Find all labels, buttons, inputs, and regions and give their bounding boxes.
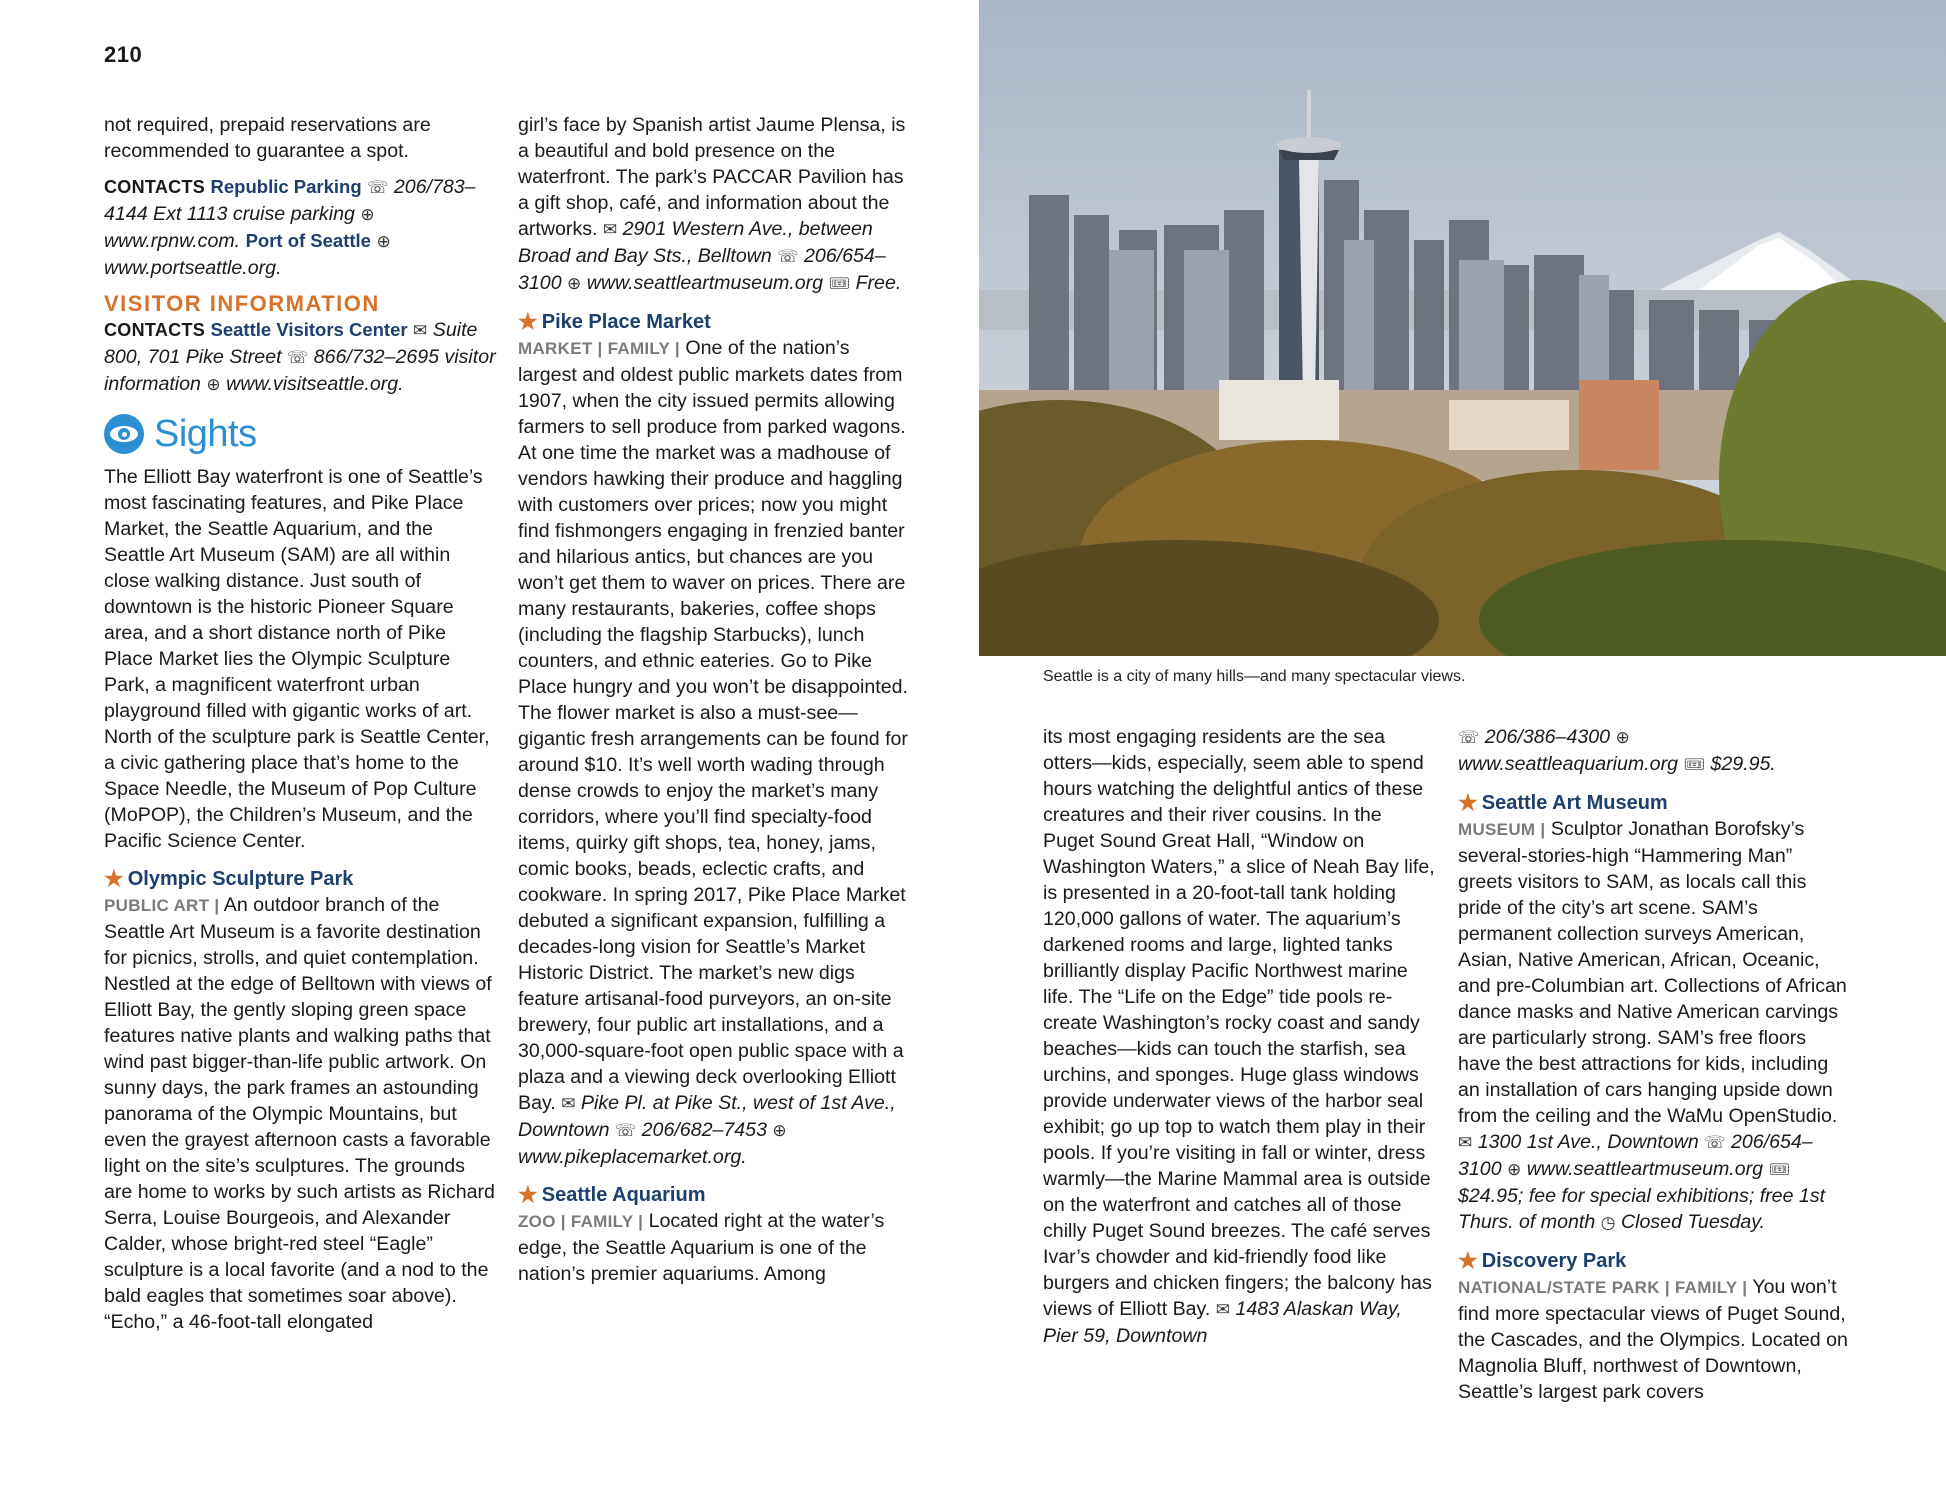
aq-phone: 206/386–4300: [1484, 726, 1611, 748]
olympic-sculpture-park-body: PUBLIC ART | An outdoor branch of the Seattle Art Museum is a favorite destination for picnics, strolls, and quiet contemplation. Nestled at the edge of Belltown with views of Elliott Bay, the gently sloping green space features native plants and walking paths that wind past bigger-than-life public artwork. On sunny days, the park frames an astounding panorama of the Olympic Mountains, but even the grayest afternoon casts a favorable light on the site’s sculptures. The grounds are home to works by such artists as Richard Serra, Louise Bourgeois, and Alexander Calder, whose bright-red steel “Eagle” sculpture is a local favorite (and a nod to the bald eagles that sometimes soar above). “Echo,” a 46-foot-tall elongated: [104, 894, 495, 1333]
category-label: PUBLIC ART |: [104, 896, 220, 915]
discovery-park-body: NATIONAL/STATE PARK | FAMILY | You won’t find more spectacular views of Puget Sound, the Cascades, and the Olympics. Located on Magnolia Bluff, northwest of Downtown, Seattle’s largest park covers: [1458, 1276, 1848, 1403]
star-icon: ★: [1458, 1248, 1478, 1273]
web-icon: ⊕: [206, 375, 221, 394]
osp-address: 2901 Western Ave., between Broad and Bay Sts., Belltown: [518, 218, 873, 267]
ppm-web[interactable]: www.pikeplacemarket.org.: [518, 1146, 747, 1168]
olympic-sculpture-park-continued: girl’s face by Spanish artist Jaume Plensa, is a beautiful and bold presence on the waterfront. The park’s PACCAR Pavilion has a gift shop, café, and information about the artworks. ✉ 2901 Western Ave., between Broad and Bay Sts., Belltown ☏ 206/654–3100 ⊕ www.seattleartmuseum.org 🎟 Free.: [518, 114, 906, 294]
osp-web[interactable]: www.seattleartmuseum.org: [586, 272, 824, 294]
star-icon: ★: [518, 1182, 538, 1207]
mail-icon: ✉: [602, 220, 618, 239]
eye-icon: [104, 414, 144, 454]
phone-icon: ☏: [367, 178, 389, 197]
olympic-sculpture-park-title: ★ Olympic Sculpture Park: [104, 866, 354, 891]
visitors-phone: 866/732–2695 visitor information: [104, 346, 496, 395]
column-2: [518, 112, 910, 1287]
mail-icon: ✉: [413, 321, 428, 340]
republic-web[interactable]: www.rpnw.com.: [104, 230, 241, 252]
aq-web[interactable]: www.seattleaquarium.org: [1458, 753, 1678, 775]
contacts-label: CONTACTS: [104, 177, 206, 197]
mail-icon: ✉: [561, 1094, 576, 1113]
seattle-art-museum-body: MUSEUM | Sculptor Jonathan Borofsky’s several-stories-high “Hammering Man” greets visitors to SAM, as locals call this pride of the city’s art scene. SAM’s permanent collection surveys American, Asian, Native American, African, Oceanic, and pre-Columbian art. Collections of African dance masks and Native American carvings are particularly strong. SAM’s free floors have the best attractions for kids, including an installation of cars hanging upside down from the ceiling and the WaMu OpenStudio. ✉ 1300 1st Ave., Downtown ☏ 206/654–3100 ⊕ www.seattleartmuseum.org 🎟 $24.95; fee for special exhibitions; free 1st Thurs. of month ◷ Closed Tuesday.: [1458, 818, 1847, 1233]
port-web[interactable]: www.portseattle.org.: [104, 257, 282, 279]
phone-icon: ☏: [1704, 1133, 1726, 1152]
category-label: MARKET | FAMILY |: [518, 339, 680, 358]
column-3: [1043, 724, 1435, 1349]
contacts-label: CONTACTS: [104, 320, 206, 340]
intro-text: not required, prepaid reservations are recommended to guarantee a spot.: [104, 114, 431, 162]
web-icon: ⊕: [567, 274, 582, 293]
sam-price: $24.95; fee for special exhibitions; free 1st Thurs. of month: [1458, 1185, 1826, 1233]
star-icon: ★: [518, 309, 538, 334]
visitors-address: Suite 800, 701 Pike Street: [104, 319, 478, 368]
seattle-skyline-photo: [979, 0, 1946, 656]
page-number: 210: [104, 42, 143, 67]
photo-caption: Seattle is a city of many hills—and many spectacular views.: [1043, 668, 1466, 685]
pike-place-market-title: ★ Pike Place Market: [518, 309, 711, 334]
web-icon: ⊕: [376, 232, 391, 251]
web-icon: ⊕: [1507, 1160, 1522, 1179]
port-of-seattle-name: Port of Seattle: [245, 230, 371, 251]
sights-heading: [104, 414, 496, 454]
ticket-icon: 🎟: [828, 274, 851, 293]
clock-icon: ◷: [1600, 1213, 1616, 1232]
star-icon: ★: [104, 866, 124, 891]
contacts-visitors: [104, 317, 496, 398]
mail-icon: ✉: [1215, 1300, 1231, 1319]
discovery-park-title: ★ Discovery Park: [1458, 1248, 1627, 1273]
pike-place-market-body: MARKET | FAMILY | One of the nation’s largest and oldest public markets dates from 1907, when the city issued permits allowing farmers to sell produce from parked wagons. At one time the market was a madhouse of vendors hawking their produce and haggling with customers over prices; now you might find fishmongers engaging in frenzied banter and hilarious antics, but chances are you won’t get them to waver on prices. There are many restaurants, bakeries, coffee shops (including the flagship Starbucks), lunch counters, and ethnic eateries. Go to Pike Place hungry and you won’t be disappointed. The flower market is also a must-see—gigantic fresh arrangements can be found for around $10. It’s well worth wading through dense crowds to enjoy the market’s many corridors, where you’ll find specialty-food items, quirky gift shops, tea, honey, jams, comic books, beads, eclectic crafts, and cookware. In spring 2017, Pike Place Market debuted a significant expansion, fulfilling a decades-long vision for Seattle’s Market Historic District. The market’s new digs feature artisanal-food purveyors, an on-site brewery, four public art installations, and a 30,000-square-foot open public space with a plaza and a viewing deck overlooking Elliott Bay. ✉ Pike Pl. at Pike St., west of 1st Ave., Downtown ☏ 206/682–7453 ⊕ www.pikeplacemarket.org.: [518, 337, 908, 1168]
seattle-aquarium-body: ZOO | FAMILY | Located right at the water’s edge, the Seattle Aquarium is one of the nation’s premier aquariums. Among: [518, 1210, 885, 1285]
sam-address: 1300 1st Ave., Downtown: [1477, 1131, 1699, 1153]
ticket-icon: 🎟: [1683, 755, 1706, 774]
web-icon: ⊕: [360, 205, 375, 224]
phone-icon: ☏: [614, 1121, 637, 1140]
osp-phone: 206/654–3100: [518, 245, 886, 294]
mail-icon: ✉: [1458, 1133, 1473, 1152]
visitors-center-name: Seattle Visitors Center: [210, 319, 408, 340]
aq-address: 1483 Alaskan Way, Pier 59, Downtown: [1043, 1298, 1402, 1347]
phone-icon: ☏: [1458, 728, 1480, 747]
republic-parking-name: Republic Parking: [210, 176, 362, 197]
aq-price: $29.95.: [1710, 753, 1776, 775]
category-label: ZOO | FAMILY |: [518, 1212, 644, 1231]
column-4: [1458, 724, 1850, 1405]
ticket-icon: 🎟: [1768, 1160, 1791, 1179]
seattle-aquarium-continued: its most engaging residents are the sea otters—kids, especially, seem able to spend hours watching the delightful antics of these creatures and their river cousins. In the Puget Sound Great Hall, “Window on Washington Waters,” a slice of Neah Bay life, is presented in a 20-foot-tall tank holding 120,000 gallons of water. The aquarium’s darkened rooms and large, lighted tanks brilliantly display Pacific Northwest marine life. The “Life on the Edge” tide pools re-create Washington’s rocky coast and sandy beaches—kids can touch the starfish, sea urchins, and sponges. Huge glass windows provide underwater views of the harbor seal exhibit; go up top to watch them play in their pools. If you’re visiting in fall or winter, dress warmly—the Marine Mammal area is outside on the waterfront and catches all of those chilly Puget Sound breezes. The café serves Ivar’s chowder and kid-friendly food like burgers and chicken fingers; the balcony has views of Elliott Bay. ✉ 1483 Alaskan Way, Pier 59, Downtown: [1043, 726, 1435, 1347]
contacts-parking: [104, 174, 496, 281]
phone-icon: ☏: [777, 247, 799, 266]
sam-closed: Closed Tuesday.: [1620, 1211, 1766, 1233]
seattle-aquarium-contacts: [1458, 724, 1850, 778]
web-icon: ⊕: [772, 1121, 787, 1140]
phone-icon: ☏: [287, 348, 309, 367]
visitor-information-heading: VISITOR INFORMATION: [104, 291, 380, 316]
sights-intro: The Elliott Bay waterfront is one of Seattle’s most fascinating features, and Pike Place Market, the Seattle Aquarium, and the Seattle Art Museum (SAM) are all within close walking distance. Just south of downtown is the historic Pioneer Square area, and a short distance north of Pike Place Market lies the Olympic Sculpture Park, a magnificent waterfront urban playground filled with gigantic works of art. North of the sculpture park is Seattle Center, a civic gathering place that’s home to the Space Needle, the Museum of Pop Culture (MoPOP), the Children’s Museum, and the Pacific Science Center.: [104, 466, 490, 852]
sam-phone: 206/654–3100: [1458, 1131, 1813, 1180]
ppm-address: Pike Pl. at Pike St., west of 1st Ave., Downtown: [518, 1092, 896, 1141]
sights-title: Sights: [154, 413, 257, 455]
sam-web[interactable]: www.seattleartmuseum.org: [1526, 1158, 1764, 1180]
category-label: NATIONAL/STATE PARK | FAMILY |: [1458, 1278, 1748, 1297]
seattle-art-museum-title: ★ Seattle Art Museum: [1458, 790, 1668, 815]
ppm-phone: 206/682–7453: [641, 1119, 767, 1141]
web-icon: ⊕: [1615, 728, 1630, 747]
visitors-web[interactable]: www.visitseattle.org.: [226, 373, 404, 395]
column-1: [104, 112, 496, 1335]
category-label: MUSEUM |: [1458, 820, 1546, 839]
republic-phone: 206/783–4144 Ext 1113 cruise parking: [104, 176, 476, 225]
seattle-aquarium-title: ★ Seattle Aquarium: [518, 1182, 706, 1207]
star-icon: ★: [1458, 790, 1478, 815]
osp-price: Free.: [855, 272, 902, 294]
